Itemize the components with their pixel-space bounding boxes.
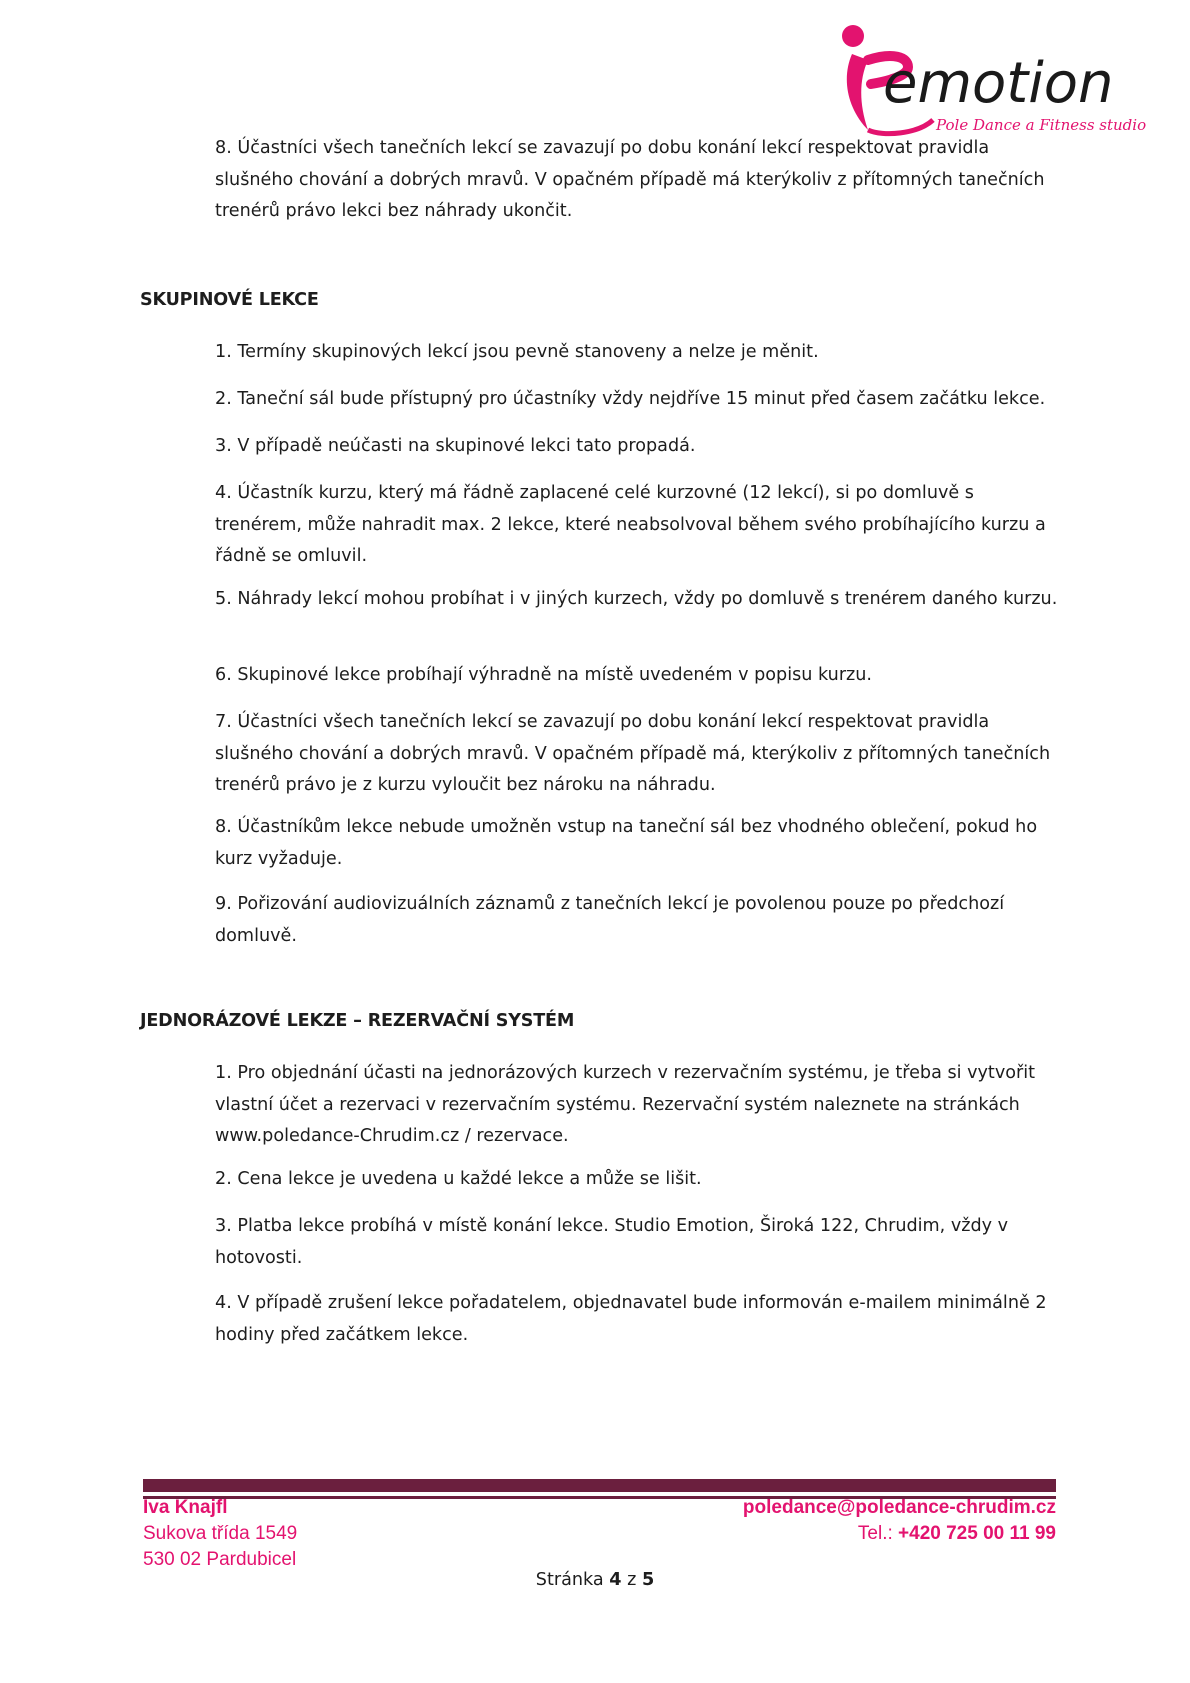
footer-phone-label: Tel.:: [857, 1523, 899, 1544]
list-item: 9. Pořizování audiovizuálních záznamů z tanečních lekcí je povolenou pouze po předchozí domluvě.: [215, 894, 1005, 946]
list-item: 2. Taneční sál bude přístupný pro účastníky vždy nejdříve 15 minut před časem začátku lekce.: [215, 389, 1046, 409]
page-number-total: 5: [641, 1570, 655, 1590]
logo-wordmark: emotion: [883, 51, 1114, 116]
footer-phone-number: +420 725 00 11 99: [898, 1523, 1056, 1544]
footer-phone: [743, 1521, 1056, 1547]
list-item: 1. Pro objednání účasti na jednorázových kurzech v rezervačním systému, je třeba si vytvořit vlastní účet a rezervaci v rezervačním systému. Rezervační systém naleznete na stránkách www.poledance-Chrudim.cz / rezervace.: [215, 1063, 1036, 1146]
page-number-current: 4: [609, 1570, 622, 1590]
list-item: 8. Účastníci všech tanečních lekcí se zavazují po dobu konání lekcí respektovat pravidla slušného chování a dobrých mravů. V opačném případě má kterýkoliv z přítomných tanečních trenérů právo lekci bez náhrady ukončit.: [215, 138, 1045, 221]
footer-address: [143, 1495, 297, 1573]
emotion-logo: [838, 22, 1147, 142]
list-item: 4. V případě zrušení lekce pořadatelem, objednavatel bude informován e-mailem minimálně 2 hodiny před začátkem lekce.: [215, 1293, 1047, 1345]
page-number-middle: z: [621, 1570, 642, 1590]
logo-tagline: Pole Dance a Fitness studio: [936, 116, 1147, 134]
emotion-logo-graphic: [838, 22, 1147, 142]
section-heading-jednorazove: JEDNORÁZOVÉ LEKZE – REZERVAČNÍ SYSTÉM: [140, 1011, 575, 1031]
footer-name: Iva Knajfl: [143, 1497, 228, 1518]
footer-email-link[interactable]: poledance@poledance-chrudim.cz: [742, 1497, 1056, 1518]
list-item: 3. V případě neúčasti na skupinové lekci tato propadá.: [215, 436, 696, 456]
list-item: 6. Skupinové lekce probíhají výhradně na místě uvedeném v popisu kurzu.: [215, 665, 873, 685]
footer-street: Sukova třída 1549: [143, 1523, 298, 1544]
footer-city: 530 02 Pardubicel: [143, 1549, 297, 1570]
footer-rule-thick: [143, 1479, 1056, 1492]
footer-contact: [743, 1495, 1056, 1547]
list-item: 1. Termíny skupinových lekcí jsou pevně stanoveny a nelze je měnit.: [215, 342, 819, 362]
list-item: 3. Platba lekce probíhá v místě konání lekce. Studio Emotion, Široká 122, Chrudim, vždy v hotovosti.: [215, 1216, 1009, 1268]
page-number-prefix: Stránka: [535, 1570, 610, 1590]
list-item: 4. Účastník kurzu, který má řádně zaplacené celé kurzovné (12 lekcí), si po domluvě s trenérem, může nahradit max. 2 lekce, které neabsolvoval během svého probíhajícího kurzu a řádně se omluvil.: [215, 483, 1046, 566]
section-heading-skupinove: SKUPINOVÉ LEKCE: [140, 290, 319, 310]
list-item: 2. Cena lekce je uvedena u každé lekce a může se lišit.: [215, 1169, 702, 1189]
list-item: 5. Náhrady lekcí mohou probíhat i v jiných kurzech, vždy po domluvě s trenérem daného kurzu.: [215, 589, 1058, 609]
list-item: 7. Účastníci všech tanečních lekcí se zavazují po dobu konání lekcí respektovat pravidla slušného chování a dobrých mravů. V opačném případě má, kterýkoliv z přítomných tanečních trenérů právo je z kurzu vyloučit bez nároku na náhradu.: [215, 712, 1051, 795]
list-item: 8. Účastníkům lekce nebude umožněn vstup na taneční sál bez vhodného oblečení, pokud ho kurz vyžaduje.: [215, 817, 1038, 869]
page-number: [0, 1570, 1190, 1590]
